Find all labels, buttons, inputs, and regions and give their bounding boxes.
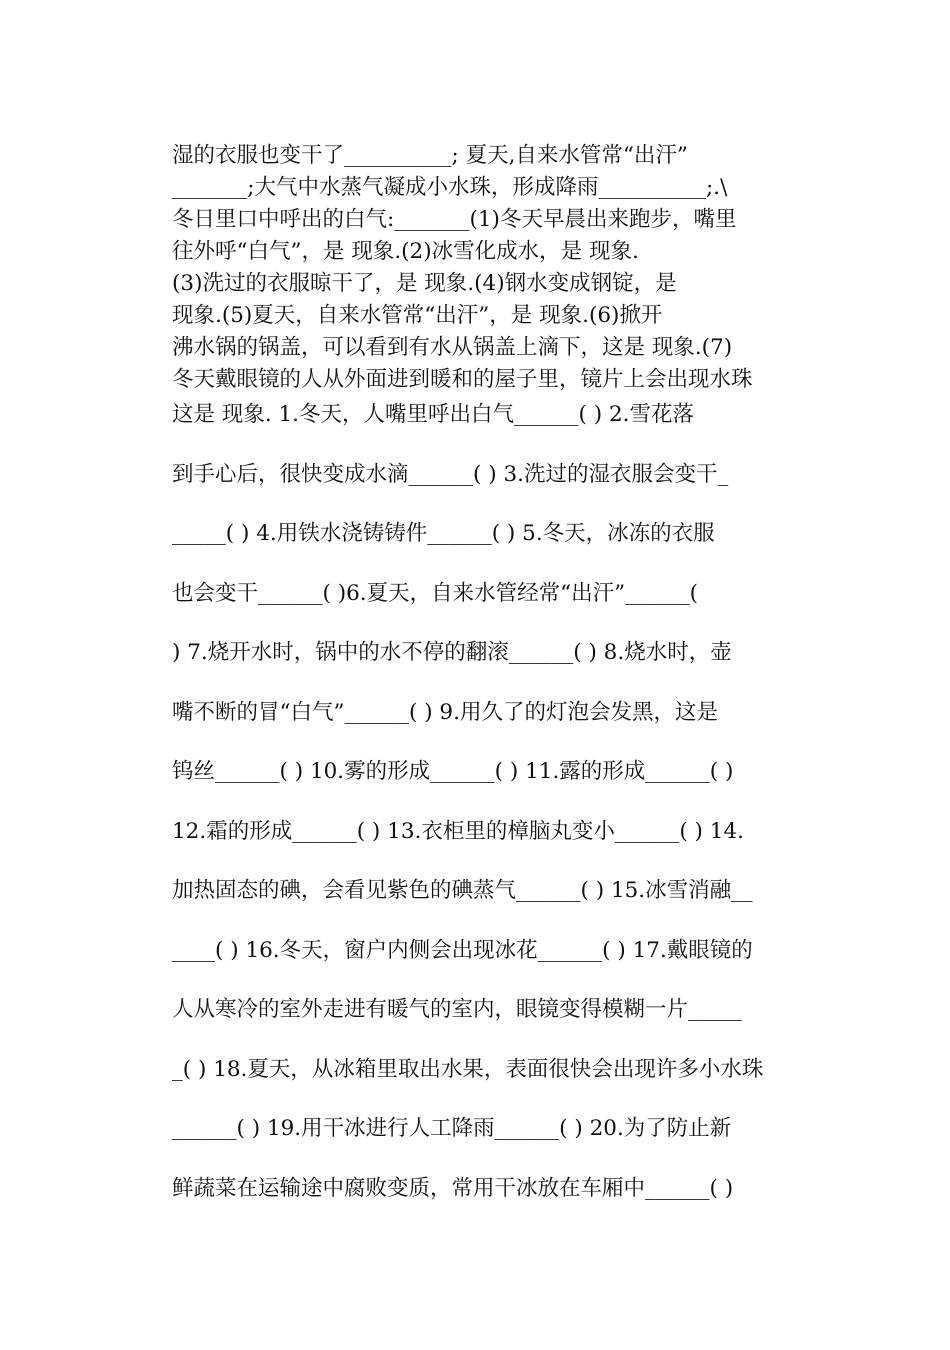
question-list <box>172 385 792 1218</box>
text-line: 这是 现象. 1.冬天，人嘴里呼出白气______( ) 2.雪花落 <box>172 402 694 427</box>
text-line: (3)洗过的衣服晾干了，是 现象.(4)钢水变成钢锭，是 <box>172 271 677 296</box>
text-line: 也会变干______( )6.夏天，自来水管经常“出汗”______( <box>172 580 698 606</box>
text-line: 湿的衣服也变干了__________; 夏天,自来水管常“出汗” <box>172 143 688 168</box>
text-line: 钨丝______( ) 10.雾的形成______( ) 11.露的形成______( ) <box>172 759 734 784</box>
text-line: 人从寒冷的室外走进有暖气的室内，眼镜变得模糊一片_____ <box>172 997 742 1022</box>
fill-in-paragraph <box>172 140 792 396</box>
text-line: 到手心后，很快变成水滴______( ) 3.洗过的湿衣服会变干_ <box>172 461 729 487</box>
text-line: _______;大气中水蒸气凝成小水珠，形成降雨__________;.\ <box>172 175 728 200</box>
text-line: 加热固态的碘，会看见紫色的碘蒸气______( ) 15.冰雪消融__ <box>172 878 753 903</box>
text-line: ____( ) 16.冬天，窗户内侧会出现冰花______( ) 17.戴眼镜的 <box>172 937 753 963</box>
text-line: ) 7.烧开水时，锅中的水不停的翻滚______( ) 8.烧水时，壶 <box>172 640 732 665</box>
text-line: 沸水锅的锅盖，可以看到有水从锅盖上滴下，这是 现象.(7) <box>172 335 733 360</box>
text-line: _( ) 18.夏天，从冰箱里取出水果，表面很快会出现许多小水珠 <box>172 1056 764 1082</box>
text-line: _____( ) 4.用铁水浇铸铸件______( ) 5.冬天，冰冻的衣服 <box>172 521 715 546</box>
text-line: 冬天戴眼镜的人从外面进到暖和的屋子里，镜片上会出现水珠 <box>172 367 753 392</box>
text-line: 嘴不断的冒“白气”______( ) 9.用久了的灯泡会发黑，这是 <box>172 699 718 725</box>
text-line: 往外呼“白气”，是 现象.(2)冰雪化成水，是 现象. <box>172 239 639 264</box>
text-line: 冬日里口中呼出的白气:_______(1)冬天早晨出来跑步，嘴里 <box>172 207 737 232</box>
text-line: 鲜蔬菜在运输途中腐败变质，常用干冰放在车厢中______( ) <box>172 1175 734 1201</box>
text-line: 12.霜的形成______( ) 13.衣柜里的樟脑丸变小______( ) 14. <box>172 818 744 844</box>
text-line: 现象.(5)夏天，自来水管常“出汗”，是 现象.(6)掀开 <box>172 303 663 328</box>
text-line: ______( ) 19.用干冰进行人工降雨______( ) 20.为了防止新 <box>172 1116 732 1141</box>
